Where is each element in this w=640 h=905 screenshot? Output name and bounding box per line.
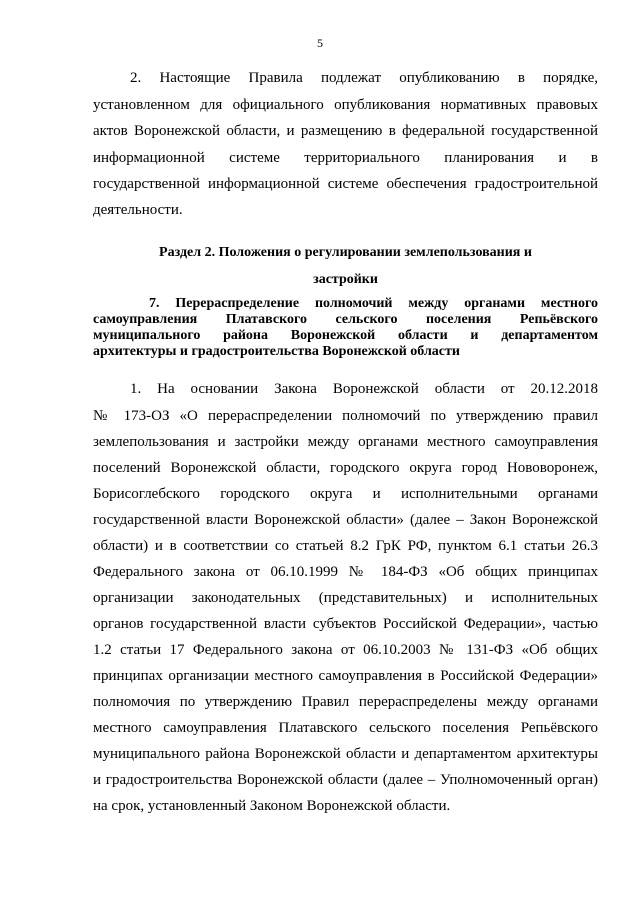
paragraph-1-line-14: местного самоуправления Платавского сельского поселения Репьёвского <box>93 720 598 736</box>
paragraph-1-line-9: организации законодательных (представительных) и исполнительных <box>93 590 598 606</box>
section-title-line-2: застройки <box>313 272 378 287</box>
page-number: 5 <box>317 36 323 50</box>
article-7-heading-line-1: 7. Перераспределение полномочий между органами местного <box>149 296 598 311</box>
paragraph-1-line-2: № 173-ОЗ «О перераспределении полномочий по утверждению правил <box>93 408 598 424</box>
paragraph-1-line-8: Федерального закона от 06.10.1999 № 184-ФЗ «Об общих принципах <box>93 564 598 580</box>
paragraph-1-line-6: государственной власти Воронежской области» (далее – Закон Воронежской <box>93 512 598 528</box>
paragraph-1-line-3: землепользования и застройки между органами местного самоуправления <box>93 434 598 450</box>
paragraph-2-line-1: 2. Настоящие Правила подлежат опубликованию в порядке, <box>130 70 598 86</box>
paragraph-2-line-6: деятельности. <box>93 202 183 218</box>
paragraph-2-line-5: государственной информационной системе обеспечения градостроительной <box>93 176 598 192</box>
paragraph-2-line-3: актов Воронежской области, и размещению в федеральной государственной <box>93 123 598 139</box>
paragraph-1-line-11: 1.2 статьи 17 Федерального закона от 06.10.2003 № 131-ФЗ «Об общих <box>93 642 598 658</box>
article-7-heading-line-3: муниципального района Воронежской области и департаментом <box>93 328 598 343</box>
article-7-heading-line-4: архитектуры и градостроительства Воронежской области <box>93 344 460 359</box>
paragraph-1-line-5: Борисоглебского городского округа и исполнительными органами <box>93 486 598 502</box>
paragraph-1-line-16: и градостроительства Воронежской области (далее – Уполномоченный орган) <box>93 772 598 788</box>
article-7-heading-line-2: самоуправления Платавского сельского поселения Репьёвского <box>93 312 598 327</box>
section-title-line-1: Раздел 2. Положения о регулировании землепользования и <box>159 245 532 260</box>
paragraph-1-line-15: муниципального района Воронежской области и департаментом архитектуры <box>93 746 598 762</box>
paragraph-1-line-1: 1. На основании Закона Воронежской области от 20.12.2018 <box>130 381 598 397</box>
paragraph-1-line-17: на срок, установленный Законом Воронежской области. <box>93 798 451 814</box>
paragraph-1-line-4: поселений Воронежской области, городского округа город Нововоронеж, <box>93 460 598 476</box>
paragraph-1-line-7: области) и в соответствии со статьей 8.2 ГрК РФ, пунктом 6.1 статьи 26.3 <box>93 538 598 554</box>
paragraph-2-line-2: установленном для официального опубликования нормативных правовых <box>93 97 598 113</box>
paragraph-1-line-13: полномочия по утверждению Правил перераспределены между органами <box>93 694 598 710</box>
paragraph-1-line-12: принципах организации местного самоуправления в Российской Федерации» <box>93 668 598 684</box>
paragraph-2-line-4: информационной системе территориального планирования и в <box>93 150 598 166</box>
paragraph-1-line-10: органов государственной власти субъектов Российской Федерации», частью <box>93 616 598 632</box>
